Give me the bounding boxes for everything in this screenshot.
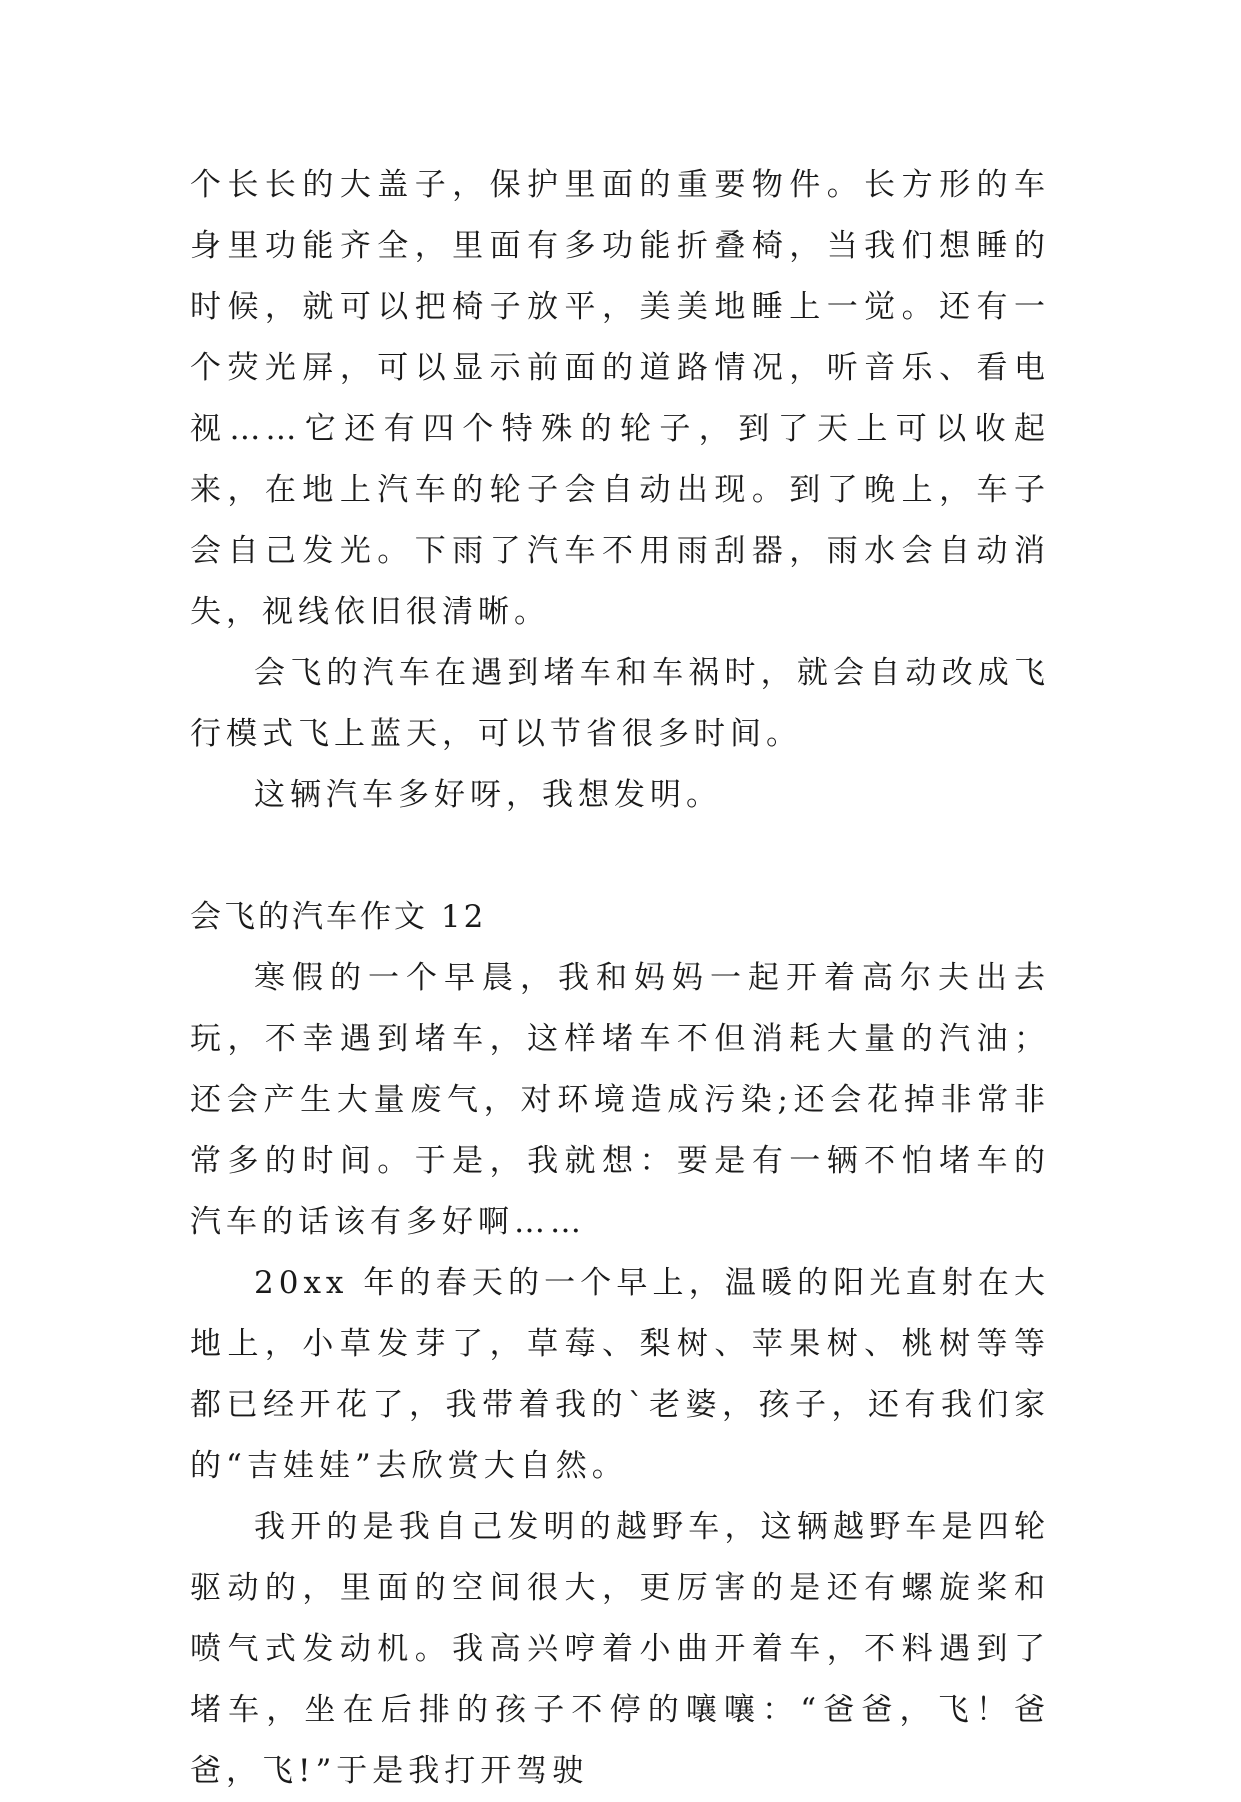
- paragraph: 会飞的汽车在遇到堵车和车祸时，就会自动改成飞行模式飞上蓝天，可以节省很多时间。: [190, 655, 1050, 752]
- section-title: 会飞的汽车作文 12: [190, 899, 487, 935]
- paragraph: 寒假的一个早晨，我和妈妈一起开着高尔夫出去玩，不幸遇到堵车，这样堵车不但消耗大量的汽油；还会产生大量废气，对环境造成污染;还会花掉非常非常多的时间。于是，我就想：要是有一辆不怕堵车的汽车的话该有多好啊……: [190, 960, 1050, 1240]
- paragraph: 我开的是我自己发明的越野车，这辆越野车是四轮驱动的，里面的空间很大，更厉害的是还有螺旋桨和喷气式发动机。我高兴哼着小曲开着车，不料遇到了堵车，坐在后排的孩子不停的嚷嚷：“爸爸，飞！爸爸，飞!”于是我打开驾驶: [190, 1509, 1050, 1789]
- paragraph: 这辆汽车多好呀，我想发明。: [254, 777, 722, 813]
- paragraph: 20xx 年的春天的一个早上，温暖的阳光直射在大地上，小草发芽了，草莓、梨树、苹果树、桃树等等都已经开花了，我带着我的`老婆，孩子，还有我们家的“吉娃娃”去欣赏大自然。: [190, 1265, 1050, 1484]
- paragraph-continued: 个长长的大盖子，保护里面的重要物件。长方形的车身里功能齐全，里面有多功能折叠椅，当我们想睡的时候，就可以把椅子放平，美美地睡上一觉。还有一个荧光屏，可以显示前面的道路情况，听音乐、看电视……它还有四个特殊的轮子，到了天上可以收起来，在地上汽车的轮子会自动出现。到了晚上，车子会自己发光。下雨了汽车不用雨刮器，雨水会自动消失，视线依旧很清晰。: [190, 167, 1050, 630]
- document-body: [190, 155, 1050, 1802]
